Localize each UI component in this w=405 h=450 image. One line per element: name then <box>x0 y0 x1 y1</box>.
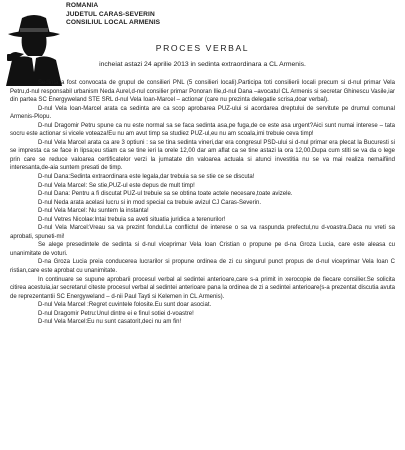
document-title: PROCES VERBAL <box>155 43 250 53</box>
paragraph: D-nul Dragomir Petru spune ca nu este normal sa se faca sedinta asa,pe fuga,de ce este asa urgent?Aici sunt numai interese – tata socru este actionar si vicele voteaza!Eu nu am avut timp sa studiez PUZ-ul,eu nu am scoala,imi trebuie ceva timp! <box>10 122 395 138</box>
paragraph: In continuare se supune aprobarii procesul verbal al sedintei anterioare,care s-a primit in xerocopie de fiecare consilier.Se solicita citirea acestuia,iar secretarul citeste procesul verbal al sedintei anterioare pana la ordinea de zi a sedintei anterioare(s-a prezentat discutia avuta de reprezentantii SC Energyweland – d-nii Paul Tayti si Kelemen in CL Armenis). <box>10 276 395 300</box>
paragraph: D-nul Vela Marcel:Vreau sa va prezint fondul.La conflictul de interese o sa va raspunda prefectul,nu d-voastra.Daca nu vreti sa aprobati, spuneti-mi! <box>10 225 395 240</box>
paragraph: Sedinta a fost convocata de grupul de consilieri PNL (5 consilieri locali).Participa toti consilierii locali precum si d-nul primar Vela Petru,d-nul responsabil urbanism Neda Aurel,d-nul consilier primar Ponoran Ilie,d-nul Dana –avocatul CL Armenis si secretar Ghinescu Vasile,iar din partea SC Energyweland STE SRL d-nul Vela Ioan-Marcel – actionar (care nu prezinta delegatie scrisa,doar verbal). <box>10 80 395 104</box>
paragraph: D-nul Vela Marcel: Nu suntem la instanta! <box>38 208 149 215</box>
header-country: ROMANIA <box>66 2 99 9</box>
paragraph: Se alege presedintele de sedinta si d-nul viceprimar Vela Ioan Cristian o propune pe d-na Groza Lucia, care este aleasa cu unanimitate de voturi. <box>10 242 395 257</box>
header-county: JUDETUL CARAS-SEVERIN <box>66 10 155 18</box>
document-subtitle: incheiat astazi 24 aprilie 2013 in sedinta extraordinara a CL Armenis. <box>99 61 306 68</box>
paragraph: D-nul Vela Marcel :Regret cuvintele folosite.Eu sunt doar asociat. <box>38 302 212 309</box>
paragraph: D-nul Neda arata acelasi lucru si in mod special ca trebuie avizul CJ Caras-Severin. <box>38 199 262 206</box>
paragraph: D-nul Vela Marcel:Eu nu sunt casatorit,deci nu am fin! <box>38 319 182 326</box>
document-body <box>10 79 395 327</box>
paragraph: D-nul Dana: Pentru a fi discutat PUZ-ul trebuie sa se obtina toate actele necesare,toate avizele. <box>38 191 293 198</box>
header-council: CONSILIUL LOCAL ARMENIS <box>66 19 161 27</box>
paragraph: D-nul Vetres Nicolae:Intai trebuia sa aveti situatia juridica a terenurilor! <box>38 216 226 223</box>
paragraph: D-nul Dana:Sedinta extraordinara este legala,dar trebuia sa se stie ce se discuta! <box>38 174 255 181</box>
paragraph: D-nul Vela Marcel arata ca are 3 optiuni : sa se tina sedinta vineri,dar era congresul PSD-ului si d-nul primar era plecat la Bucuresti si se impresta ca se face in lipsa;eu stiam ca se tine ieri la orele 12,00 dar am aflat ca se tine astazi la ora 12,00.Dupa cum stiti se va da o lege prin care se reduce valoarea certificatelor verzi la jumatate din valoarea actuala si atunci investitia nu se va mai realiza nemaifiind interesanta,de-aia suntem presati de timp. <box>10 139 395 172</box>
paragraph: D-na Groza Lucia preia conducerea lucrarilor si propune ordinea de zi cu singurul punct propus de d-nul viceprimar Vela Ioan C ristian,care este aprobat cu unanimitate. <box>10 259 395 275</box>
paragraph: D-nul Dragomir Petru:Unul dintre ei e finul sotiei d-voastre! <box>38 310 194 317</box>
institution-header <box>66 2 160 28</box>
paragraph: D-nul Vela Marcel: Se stie,PUZ-ul este depus de mult timp! <box>38 182 195 189</box>
paragraph: D-nul Vela Ioan-Marcel arata ca sedinta are ca scop aprobarea PUZ-ului si acordarea dreptului de servitute pe drumul comunal Armenis-Plopu. <box>10 105 395 121</box>
